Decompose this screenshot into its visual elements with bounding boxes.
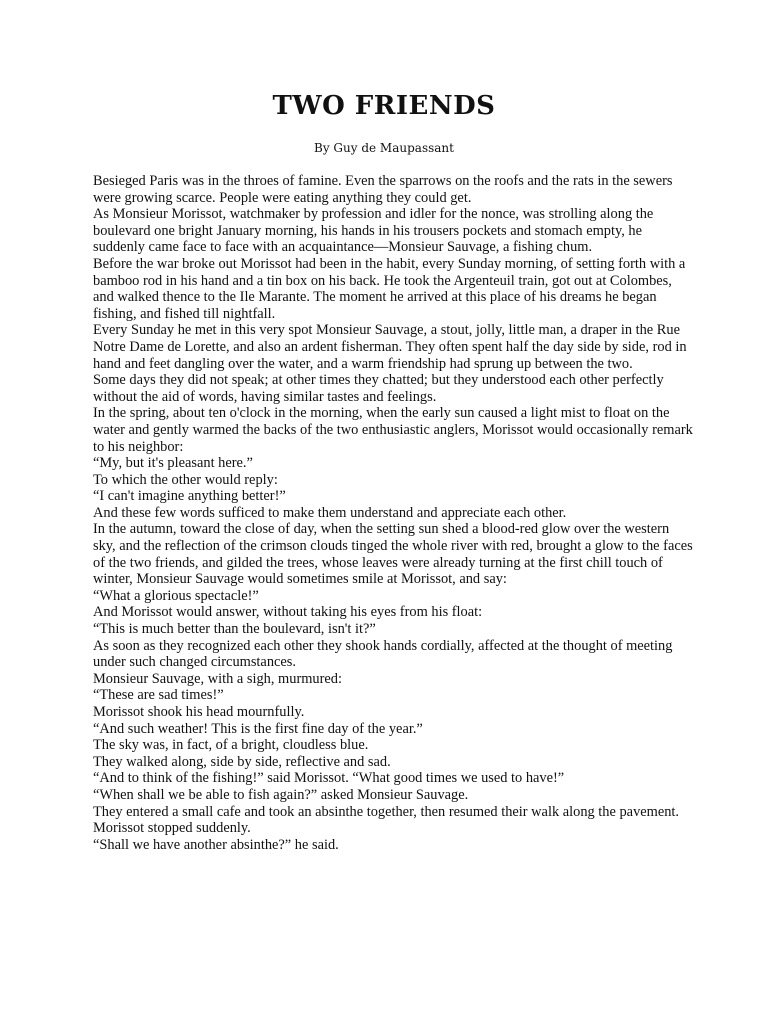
paragraph: “What a glorious spectacle!” — [93, 587, 259, 604]
paragraph: “And to think of the fishing!” said Morissot. “What good times we used to have!” — [93, 770, 565, 787]
paragraph: Some days they did not speak; at other times they chatted; but they understood each other perfectly without the aid of words, having similar tastes and feelings. — [93, 372, 664, 405]
paragraph: Before the war broke out Morissot had been in the habit, every Sunday morning, of setting forth with a bamboo rod in his hand and a tin box on his back. He took the Argenteuil train, got out at Colombes, and walked thence to the Ile Marante. The moment he arrived at this place of his dreams he began fishing, and fished till nightfall. — [93, 255, 686, 322]
paragraph: To which the other would reply: — [93, 471, 278, 488]
paragraph: They entered a small cafe and took an absinthe together, then resumed their walk along the pavement. — [93, 803, 680, 820]
paragraph: In the autumn, toward the close of day, when the setting sun shed a blood-red glow over the western sky, and the reflection of the crimson clouds tinged the whole river with red, brought a glow to the faces of the two friends, and gilded the trees, whose leaves were already turning at the first chill touch of winter, Monsieur Sauvage would sometimes smile at Morissot, and say: — [93, 521, 693, 588]
paragraph: In the spring, about ten o'clock in the morning, when the early sun caused a light mist to float on the water and gently warmed the backs of the two enthusiastic anglers, Morissot would occasionally remark to his neighbor: — [93, 405, 693, 455]
paragraph: The sky was, in fact, of a bright, cloudless blue. — [93, 737, 369, 754]
paragraph: “These are sad times!” — [93, 687, 224, 704]
paragraph: “When shall we be able to fish again?” asked Monsieur Sauvage. — [93, 786, 469, 803]
paragraph: “Shall we have another absinthe?” he said. — [93, 836, 339, 853]
document-body — [93, 173, 693, 853]
paragraph: And these few words sufficed to make them understand and appreciate each other. — [93, 504, 567, 521]
paragraph: Morissot shook his head mournfully. — [93, 704, 305, 720]
paragraph: They walked along, side by side, reflective and sad. — [93, 753, 391, 770]
document-byline: By Guy de Maupassant — [314, 141, 454, 155]
paragraph: Monsieur Sauvage, with a sigh, murmured: — [93, 670, 342, 687]
paragraph: As Monsieur Morissot, watchmaker by profession and idler for the nonce, was strolling along the boulevard one bright January morning, his hands in his trousers pockets and stomach empty, he suddenly came face to face with an acquaintance—Monsieur Sauvage, a fishing chum. — [93, 206, 654, 256]
paragraph: Besieged Paris was in the throes of famine. Even the sparrows on the roofs and the rats in the sewers were growing scarce. People were eating anything they could get. — [93, 173, 673, 206]
document-title: TWO FRIENDS — [272, 91, 496, 121]
paragraph: And Morissot would answer, without taking his eyes from his float: — [93, 604, 483, 621]
paragraph: “This is much better than the boulevard, isn't it?” — [93, 621, 376, 638]
paragraph: Morissot stopped suddenly. — [93, 820, 251, 837]
paragraph: “My, but it's pleasant here.” — [93, 455, 253, 472]
paragraph: “And such weather! This is the first fine day of the year.” — [93, 720, 423, 737]
paragraph: Every Sunday he met in this very spot Monsieur Sauvage, a stout, jolly, little man, a draper in the Rue Notre Dame de Lorette, and also an ardent fisherman. They often spent half the day side by side, rod in hand and feet dangling over the water, and a warm friendship had sprung up between the two. — [93, 322, 687, 372]
paragraph: “I can't imagine anything better!” — [93, 488, 286, 505]
paragraph: As soon as they recognized each other they shook hands cordially, affected at the thought of meeting under such changed circumstances. — [93, 637, 673, 671]
